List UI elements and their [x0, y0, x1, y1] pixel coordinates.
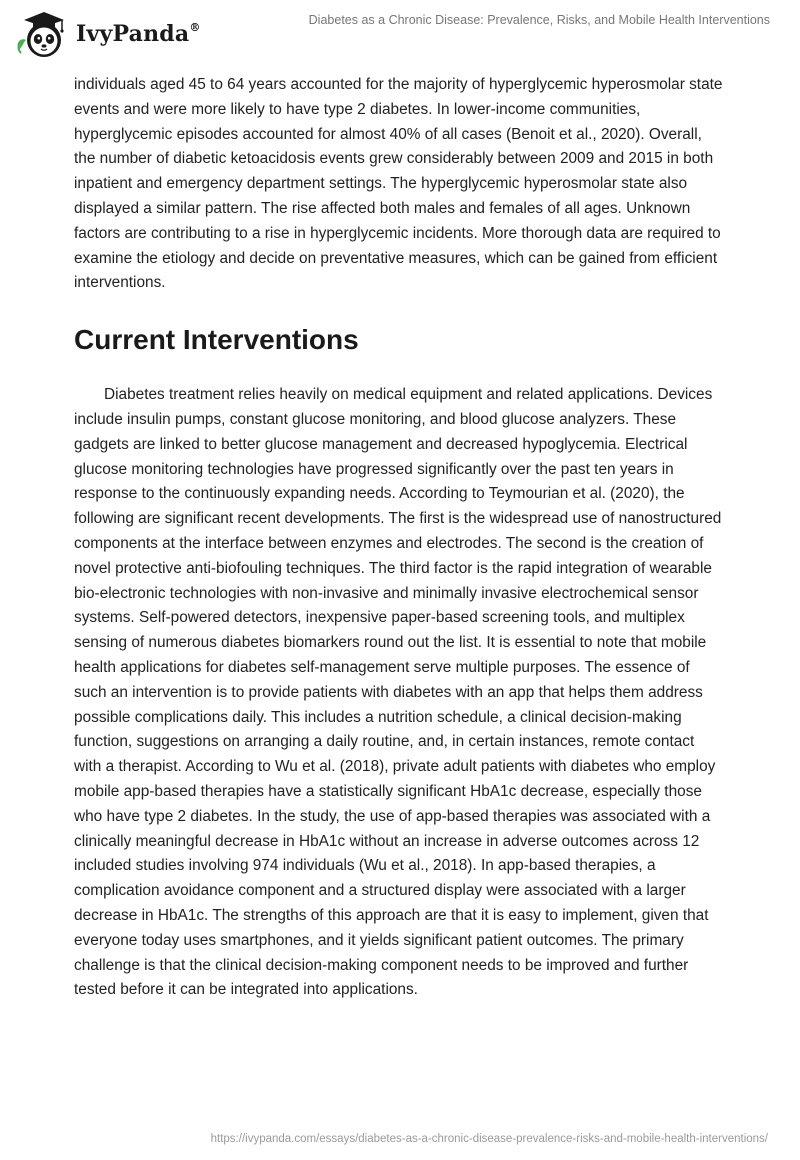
trademark-symbol: ®	[189, 20, 201, 34]
source-url[interactable]: https://ivypanda.com/essays/diabetes-as-a-chronic-disease-prevalence-risks-and-mobile-health-interventions/	[210, 1133, 768, 1145]
document-title: Diabetes as a Chronic Disease: Prevalence, Risks, and Mobile Health Interventions	[308, 13, 770, 27]
section-heading: Current Interventions	[74, 324, 359, 356]
brand-name: IvyPanda®	[76, 20, 201, 47]
essay-body	[74, 73, 724, 1003]
page-header	[0, 0, 800, 68]
body-paragraph: Diabetes treatment relies heavily on medical equipment and related applications. Devices include insulin pumps, constant glucose monitoring, and blood glucose analyzers. These gadgets are linked to better glucose management and decreased hypoglycemia. Electrical glucose monitoring technologies have progressed significantly over the past ten years in response to the continuously expanding needs. According to Teymourian et al. (2020), the following are significant recent developments. The first is the widespread use of nanostructured components at the interface between enzymes and electrodes. The second is the creation of novel protective anti-biofouling techniques. The third factor is the rapid integration of wearable bio-electronic technologies with non-invasive and minimally invasive electrochemical sensor systems. Self-powered detectors, inexpensive paper-based screening tools, and multiplex sensing of numerous diabetes biomarkers round out the list. It is essential to note that mobile health applications for diabetes self-management serve multiple purposes. The essence of such an intervention is to provide patients with diabetes with an app that helps them address possible complications daily. This includes a nutrition schedule, a clinical decision-making function, suggestions on arranging a daily routine, and, in certain instances, remote contact with a therapist. According to Wu et al. (2018), private adult patients with diabetes who employ mobile app-based therapies have a statistically significant HbA1c decrease, especially those who have type 2 diabetes. In the study, the use of app-based therapies was associated with a clinically meaningful decrease in HbA1c without an increase in adverse outcomes across 12 included studies involving 974 individuals (Wu et al., 2018). In app-based therapies, a complication avoidance component and a structured display were associated with a larger decrease in HbA1c. The strengths of this approach are that it is easy to implement, given that everyone today uses smartphones, and it yields significant patient outcomes. The primary challenge is that the clinical decision-making component needs to be improved and further tested before it can be integrated into applications.	[74, 386, 722, 999]
panda-graduation-cap-icon	[14, 6, 74, 62]
body-paragraph: individuals aged 45 to 64 years accounted for the majority of hyperglycemic hyperosmolar state events and were more likely to have type 2 diabetes. In lower-income communities, hyperglycemic episodes accounted for almost 40% of all cases (Benoit et al., 2020). Overall, the number of diabetic ketoacidosis events grew considerably between 2009 and 2015 in both inpatient and emergency department settings. The hyperglycemic hyperosmolar state also displayed a similar pattern. The rise affected both males and females of all ages. Unknown factors are contributing to a rise in hyperglycemic incidents. More thorough data are required to examine the etiology and decide on preventative measures, which can be gained from efficient interventions.	[74, 76, 723, 292]
ivypanda-logo[interactable]	[14, 6, 201, 62]
